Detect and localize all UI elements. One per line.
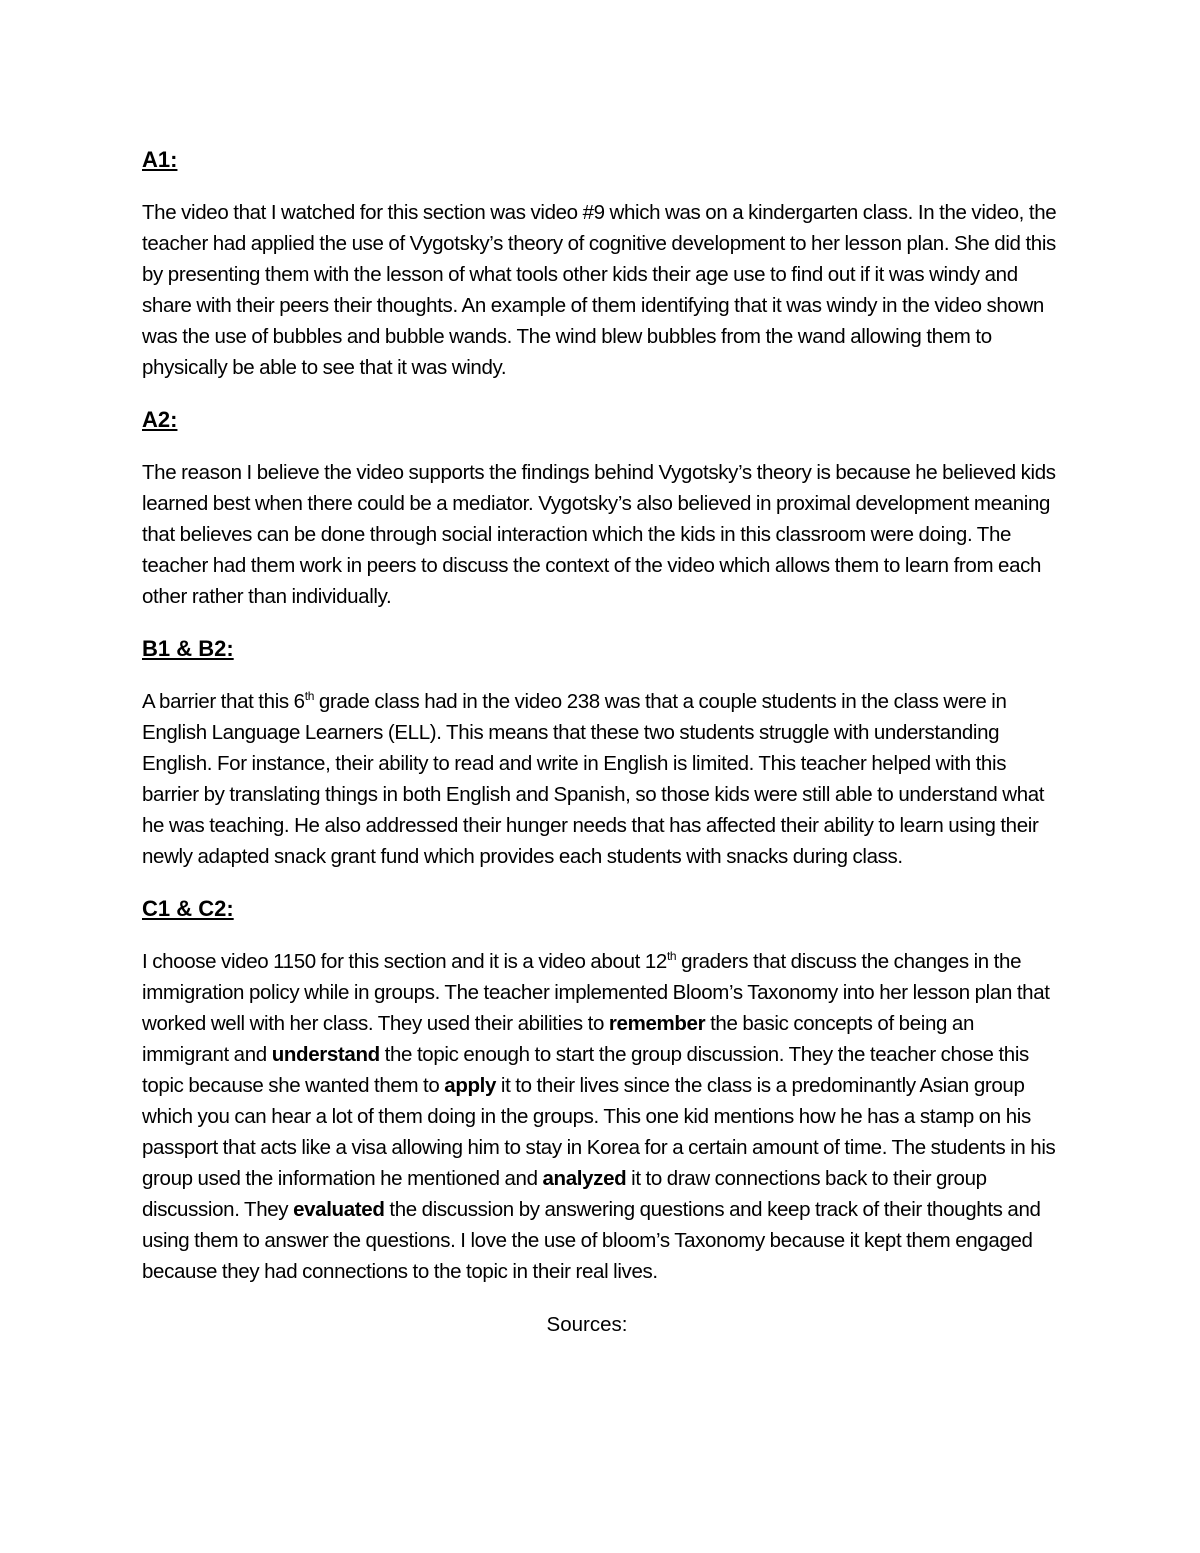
- section-heading-c1-c2: C1 & C2:: [142, 896, 234, 921]
- section-heading-a2: A2:: [142, 407, 178, 432]
- section-heading-a1: A1:: [142, 147, 178, 172]
- superscript-ordinal: th: [304, 689, 315, 704]
- text-run: the topic enough to start the group discussion. They the teacher chose this topic because she wanted them to: [142, 1043, 1029, 1097]
- text-run: it to draw connections back to their group discussion. They: [142, 1167, 987, 1221]
- section-paragraph-b1-b2: [142, 686, 1062, 872]
- text-run: grade class had in the video 238 was that a couple students in the class were in English Language Learners (ELL). This means that these two students struggle with understanding English. For instance, their ability to read and write in English is limited. This teacher helped with this barrier by translating things in both English and Spanish, so those kids were still able to understand what he was teaching. He also addressed their hunger needs that has affected their ability to learn using their newly adapted snack grant fund which provides each students with snacks during class.: [142, 690, 1045, 868]
- text-run: I choose video 1150 for this section and it is a video about 12: [142, 950, 667, 973]
- bold-term-remember: remember: [608, 1012, 706, 1035]
- section-paragraph-a1: The video that I watched for this section was video #9 which was on a kindergarten class. In the video, the teacher had applied the use of Vygotsky’s theory of cognitive development to her lesson plan. She did this by presenting them with the lesson of what tools other kids their age use to find out if it was windy and share with their peers their thoughts. An example of them identifying that it was windy in the video shown was the use of bubbles and bubble wands. The wind blew bubbles from the wand allowing them to physically be able to see that it was windy.: [142, 201, 1057, 379]
- document-page: [142, 145, 1062, 1340]
- bold-term-understand: understand: [271, 1043, 380, 1066]
- text-run: graders that discuss the changes in the immigration policy while in groups. The teacher implemented Bloom’s Taxonomy into her lesson plan that worked well with her class. They used their abilities to: [142, 950, 1050, 1035]
- text-run: A barrier that this 6: [142, 690, 305, 713]
- text-run: the basic concepts of being an immigrant and: [142, 1012, 975, 1066]
- bold-term-apply: apply: [444, 1074, 497, 1097]
- section-paragraph-a2: The reason I believe the video supports the findings behind Vygotsky’s theory is because he believed kids learned best when there could be a mediator. Vygotsky’s also believed in proximal development meaning that believes can be done through social interaction which the kids in this classroom were doing. The teacher had them work in peers to discuss the context of the video which allows them to learn from each other rather than individually.: [142, 461, 1056, 608]
- section-paragraph-c1-c2: [142, 946, 1062, 1287]
- bold-term-evaluated: evaluated: [293, 1198, 385, 1221]
- text-run: the discussion by answering questions and keep track of their thoughts and using them to answer the questions. I love the use of bloom’s Taxonomy because it kept them engaged because they had connections to the topic in their real lives.: [142, 1198, 1041, 1283]
- superscript-ordinal: th: [666, 949, 677, 964]
- section-heading-b1-b2: B1 & B2:: [142, 636, 234, 661]
- text-run: it to their lives since the class is a predominantly Asian group which you can hear a lot of them doing in the groups. This one kid mentions how he has a stamp on his passport that acts like a visa allowing him to stay in Korea for a certain amount of time. The students in his group used the information he mentioned and: [142, 1074, 1056, 1190]
- bold-term-analyzed: analyzed: [542, 1167, 627, 1190]
- sources-label: Sources:: [546, 1313, 628, 1336]
